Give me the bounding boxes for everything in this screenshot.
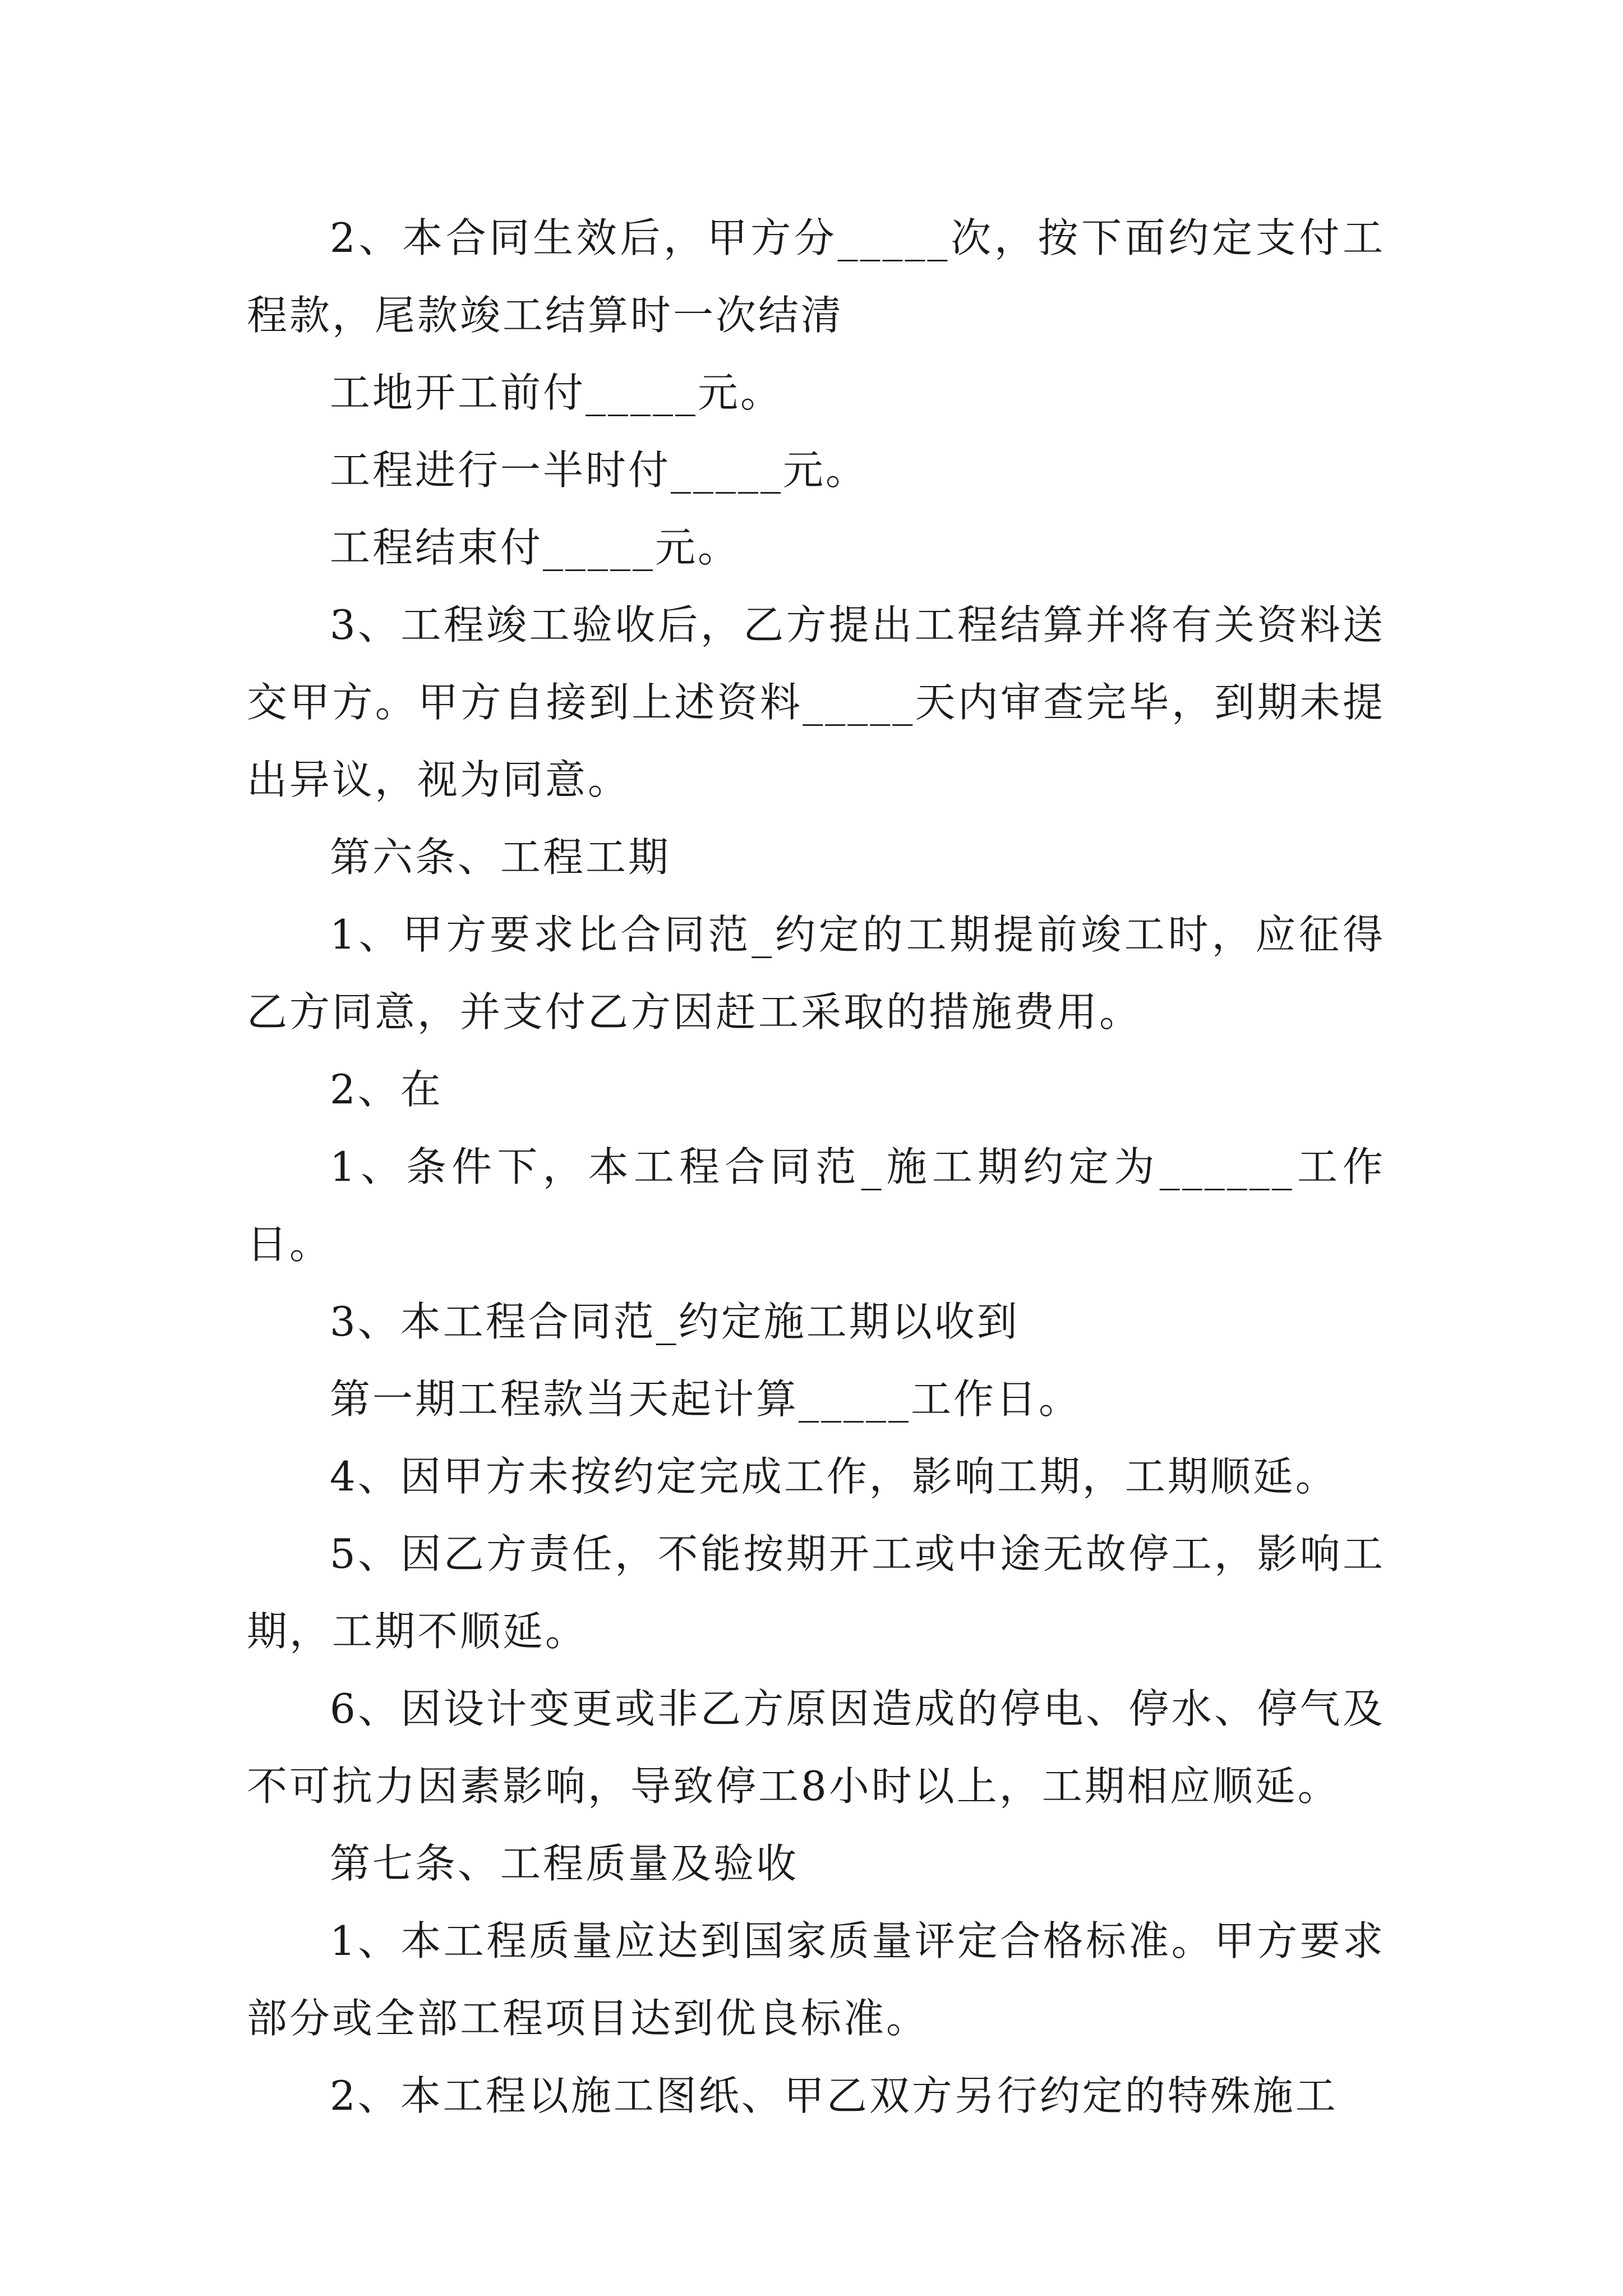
paragraph-payment-completion: 工程结束付_____元。 (330, 524, 741, 571)
paragraph-construction-period: 1、条件下，本工程合同范_施工期约定为______工作日。 (247, 1143, 1385, 1268)
paragraph-item-2-start: 2、在 (330, 1066, 443, 1113)
document-body (247, 199, 1385, 2134)
paragraph-construction-basis: 2、本工程以施工图纸、甲乙双方另行约定的特殊施工 (330, 2072, 1338, 2119)
paragraph-payment-installments: 2、本合同生效后，甲方分_____次，按下面约定支付工程款，尾款竣工结算时一次结清 (247, 214, 1385, 339)
paragraph-settlement-review: 3、工程竣工验收后，乙方提出工程结算并将有关资料送交甲方。甲方自接到上述资料_____天内审查完毕，到期未提出异议，视为同意。 (247, 601, 1385, 803)
paragraph-payment-before-start: 工地开工前付_____元。 (330, 369, 783, 416)
paragraph-party-b-delay: 5、因乙方责任，不能按期开工或中途无故停工，影响工期，工期不顺延。 (247, 1530, 1385, 1655)
paragraph-period-start: 3、本工程合同范_约定施工期以收到 (330, 1298, 1020, 1345)
section-heading-quality: 第七条、工程质量及验收 (330, 1840, 799, 1887)
paragraph-force-majeure: 6、因设计变更或非乙方原因造成的停电、停水、停气及不可抗力因素影响，导致停工8小时以上，工期相应顺延。 (247, 1685, 1385, 1810)
paragraph-first-payment-day: 第一期工程款当天起计算_____工作日。 (330, 1375, 1082, 1423)
paragraph-quality-standard: 1、本工程质量应达到国家质量评定合格标准。甲方要求部分或全部工程项目达到优良标准。 (247, 1917, 1385, 2042)
section-heading-schedule: 第六条、工程工期 (330, 834, 671, 881)
paragraph-early-completion: 1、甲方要求比合同范_约定的工期提前竣工时，应征得乙方同意，并支付乙方因赶工采取的措施费用。 (247, 911, 1385, 1036)
paragraph-payment-halfway: 工程进行一半时付_____元。 (330, 447, 869, 494)
paragraph-party-a-delay: 4、因甲方未按约定完成工作，影响工期，工期顺延。 (330, 1453, 1338, 1500)
